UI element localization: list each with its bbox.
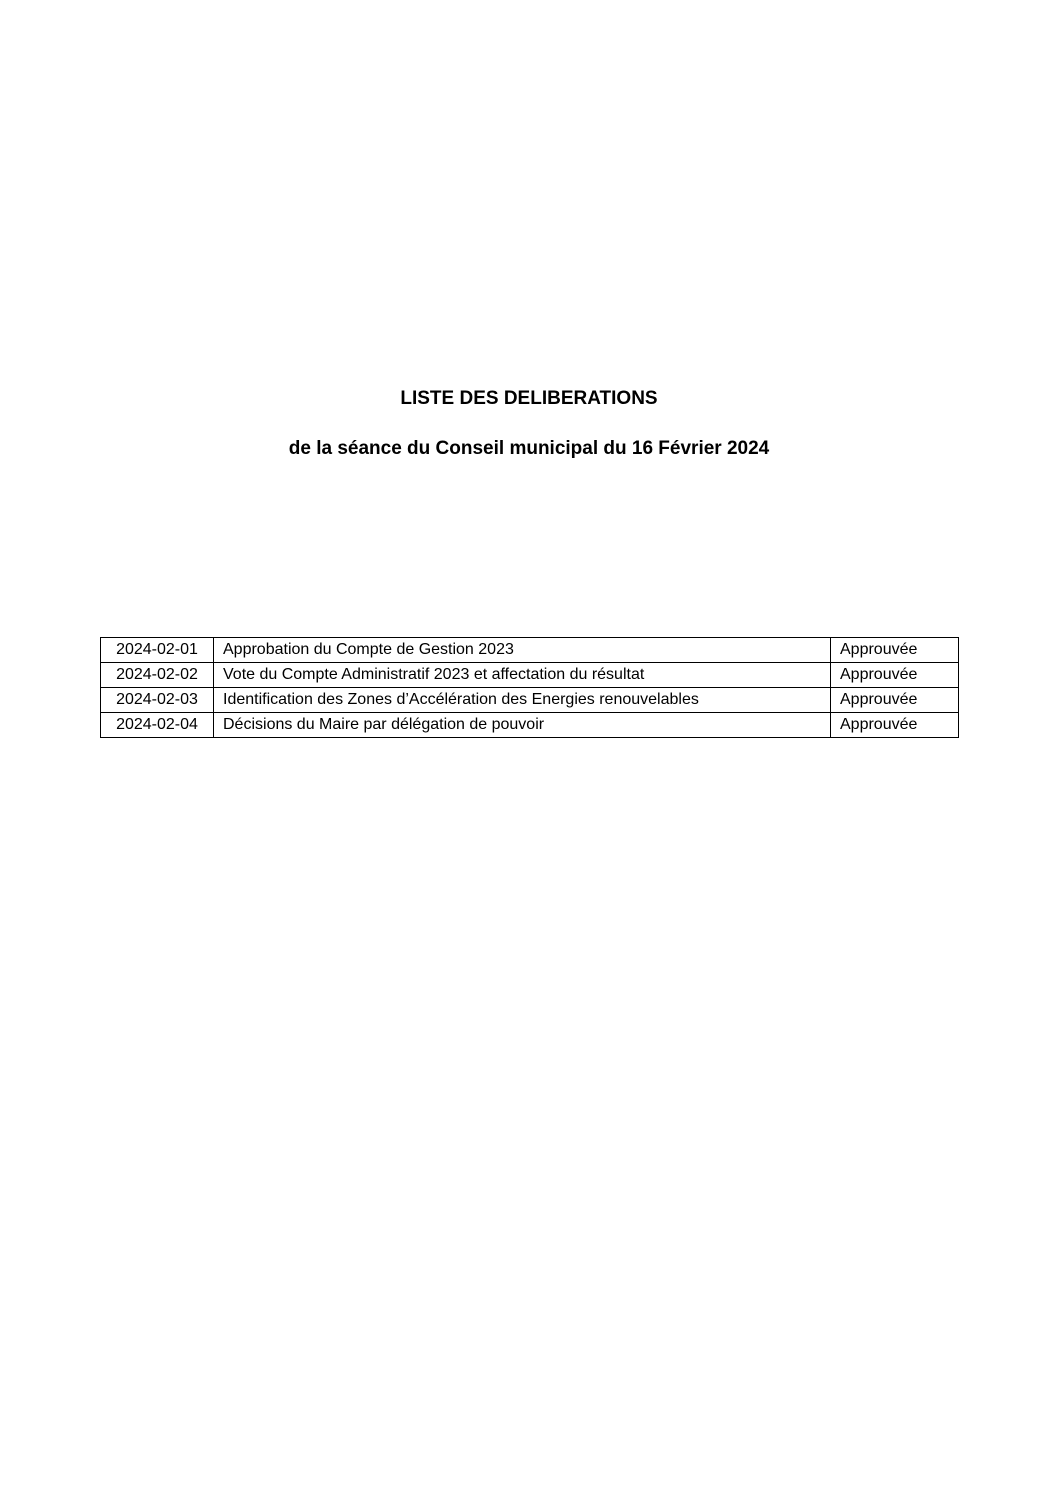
deliberation-status: Approuvée [831,713,959,738]
table-row [101,638,959,663]
table-row [101,688,959,713]
deliberation-number: 2024-02-01 [101,638,214,663]
table-row [101,713,959,738]
deliberation-status: Approuvée [831,638,959,663]
document-title: LISTE DES DELIBERATIONS [400,388,658,409]
deliberation-number: 2024-02-03 [101,688,214,713]
document-subtitle: de la séance du Conseil municipal du 16 Février 2024 [288,438,770,459]
deliberation-status: Approuvée [831,663,959,688]
deliberation-label: Approbation du Compte de Gestion 2023 [214,638,831,663]
deliberation-number: 2024-02-02 [101,663,214,688]
table-row [101,663,959,688]
deliberation-label: Vote du Compte Administratif 2023 et affectation du résultat [214,663,831,688]
deliberation-label: Décisions du Maire par délégation de pouvoir [214,713,831,738]
deliberations-table [100,637,959,738]
deliberation-status: Approuvée [831,688,959,713]
deliberation-label: Identification des Zones d’Accélération des Energies renouvelables [214,688,831,713]
deliberation-number: 2024-02-04 [101,713,214,738]
